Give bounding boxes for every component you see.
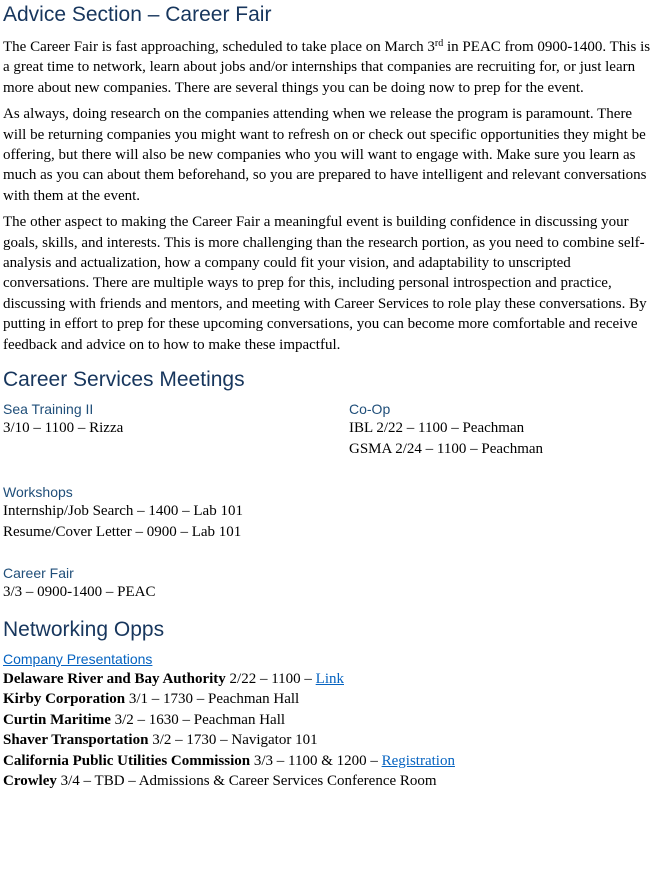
workshops-block — [3, 483, 658, 542]
company-name: Delaware River and Bay Authority — [3, 670, 226, 687]
networking-item — [3, 771, 658, 792]
meetings-row-1 — [3, 400, 658, 468]
company-details: 3/2 – 1630 – Peachman Hall — [110, 711, 286, 728]
workshops-item: Internship/Job Search – 1400 – Lab 101 — [3, 503, 243, 520]
networking-item — [3, 669, 658, 690]
company-details: 3/4 – TBD – Admissions & Career Services Conference Room — [56, 773, 437, 790]
company-name: Kirby Corporation — [3, 691, 126, 708]
company-presentations-heading[interactable] — [3, 650, 658, 669]
workshops-item: Resume/Cover Letter – 0900 – Lab 101 — [3, 523, 242, 540]
company-presentations-link[interactable]: Company Presentations — [3, 650, 153, 667]
company-details: 3/1 – 1730 – Peachman Hall — [125, 691, 300, 708]
registration-link[interactable]: Registration — [381, 752, 455, 769]
company-details: 2/22 – 1100 – — [225, 670, 316, 687]
sea-training-heading: Sea Training II — [3, 401, 94, 418]
networking-item — [3, 689, 658, 710]
newsletter-page — [3, 0, 658, 792]
advice-p1-superscript: rd — [434, 38, 444, 49]
company-name: Crowley — [3, 773, 57, 790]
career-fair-block — [3, 564, 658, 603]
networking-item — [3, 751, 658, 772]
sea-training-item: 3/10 – 1100 – Rizza — [3, 420, 124, 437]
networking-item — [3, 730, 658, 751]
networking-list — [3, 669, 658, 792]
advice-paragraph-2: As always, doing research on the companies attending when we release the program is paramount. There will be returning companies you might want to refresh on or check out specific opportunities they might be offering, but there will also be new companies who you will want to engage with. Make sure you learn as much as you can about them beforehand, so you are prepared to have intelligent and relevant conversations with them at the event. — [3, 106, 647, 204]
company-link[interactable]: Link — [315, 670, 344, 687]
networking-section-title: Networking Opps — [3, 617, 165, 641]
coop-heading: Co-Op — [349, 401, 391, 418]
career-fair-heading: Career Fair — [3, 565, 74, 582]
workshops-heading: Workshops — [3, 484, 73, 501]
sea-training-block — [3, 400, 123, 439]
company-name: Curtin Maritime — [3, 711, 111, 728]
coop-item: GSMA 2/24 – 1100 – Peachman — [349, 440, 544, 457]
advice-section-title: Advice Section – Career Fair — [3, 3, 272, 26]
company-name: California Public Utilities Commission — [3, 752, 251, 769]
networking-item — [3, 710, 658, 731]
career-fair-item: 3/3 – 0900-1400 – PEAC — [3, 584, 156, 601]
company-name: Shaver Transportation — [3, 732, 149, 749]
advice-paragraph-1 — [3, 37, 658, 98]
advice-p1-text-rest: in PEAC from 0900-1400. This is a great time to network, learn about jobs and/or internships that companies are recruiting for, or just learn more about new companies. There are several things you can be doing now to prep for the event. — [3, 39, 651, 96]
coop-block — [349, 400, 543, 459]
advice-p1-text: The Career Fair is fast approaching, scheduled to take place on March 3 — [3, 39, 435, 55]
company-details: 3/2 – 1730 – Navigator 101 — [148, 732, 318, 749]
company-details: 3/3 – 1100 & 1200 – — [250, 752, 382, 769]
coop-item: IBL 2/22 – 1100 – Peachman — [349, 420, 525, 437]
meetings-section-title: Career Services Meetings — [3, 368, 245, 392]
advice-paragraph-3: The other aspect to making the Career Fair a meaningful event is building confidence in discussing your goals, skills, and interests. This is more challenging than the research portion, as you need to combine self-analysis and actualization, how a company could fit your vision, and adaptability to unscripted conversations. There are multiple ways to prep for this, including personal introspection and practice, discussing with friends and mentors, and meeting with Career Services to role play these conversations. By putting in effort to prep for these upcoming conversations, you can become more comfortable and receive feedback and advice on to how to make these impactful. — [3, 214, 647, 353]
